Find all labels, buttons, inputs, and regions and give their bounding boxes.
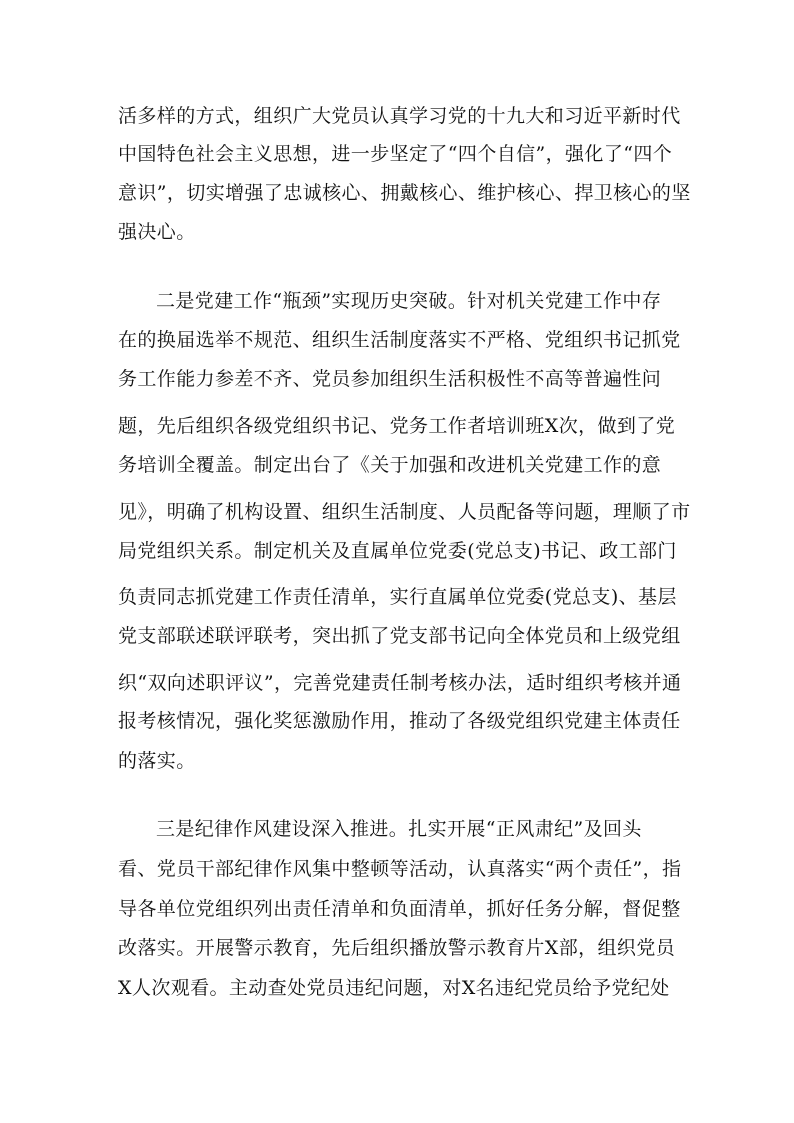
text-line: 强决心。 — [118, 221, 196, 243]
text-line: 在的换届选举不规范、组织生活制度落实不严格、党组织书记抓党 — [118, 329, 681, 351]
text-line: 务工作能力参差不齐、党员参加组织生活积极性不高等普遍性问 — [118, 368, 662, 390]
text-line: 看、党员干部纪律作风集中整顿等活动，认真落实“两个责任”，指 — [118, 858, 682, 880]
text-line: 党支部联述联评联考，突出抓了党支部书记向全体党员和上级党组 — [118, 625, 681, 647]
paragraph-first-line: 二是党建工作“瓶颈”实现历史突破。针对机关党建工作中存 — [156, 290, 662, 312]
paragraph-first-line: 三是纪律作风建设深入推进。扎实开展“正风肃纪”及回头 — [156, 818, 642, 840]
text-line: 中国特色社会主义思想，进一步坚定了“四个自信”，强化了“四个 — [118, 143, 673, 165]
text-line: 负责同志抓党建工作责任清单，实行直属单位党委(党总支)、基层 — [118, 586, 677, 608]
text-line: 的落实。 — [118, 750, 196, 772]
text-line: 务培训全覆盖。制定出台了《关于加强和改进机关党建工作的意 — [118, 454, 662, 476]
text-line: 织“双向述职评议”，完善党建责任制考核办法，适时组织考核并通 — [118, 672, 682, 694]
text-line: X人次观看。主动查处党员违纪问题，对X名违纪党员给予党纪处 — [118, 977, 670, 999]
text-line: 意识”，切实增强了忠诚核心、拥戴核心、维护核心、捍卫核心的坚 — [118, 182, 691, 204]
text-line: 题，先后组织各级党组织书记、党务工作者培训班X次，做到了党 — [118, 415, 676, 437]
text-line: 改落实。开展警示教育，先后组织播放警示教育片X部，组织党员 — [118, 937, 676, 959]
text-line: 导各单位党组织列出责任清单和负面清单，抓好任务分解，督促整 — [118, 898, 681, 920]
text-line: 报考核情况，强化奖惩激励作用，推动了各级党组织党建主体责任 — [118, 710, 681, 732]
text-line: 见》，明确了机构设置、组织生活制度、人员配备等问题，理顺了市 — [118, 501, 691, 523]
text-line: 活多样的方式，组织广大党员认真学习党的十九大和习近平新时代 — [118, 105, 681, 127]
text-line: 局党组织关系。制定机关及直属单位党委(党总支)书记、政工部门 — [118, 540, 677, 562]
